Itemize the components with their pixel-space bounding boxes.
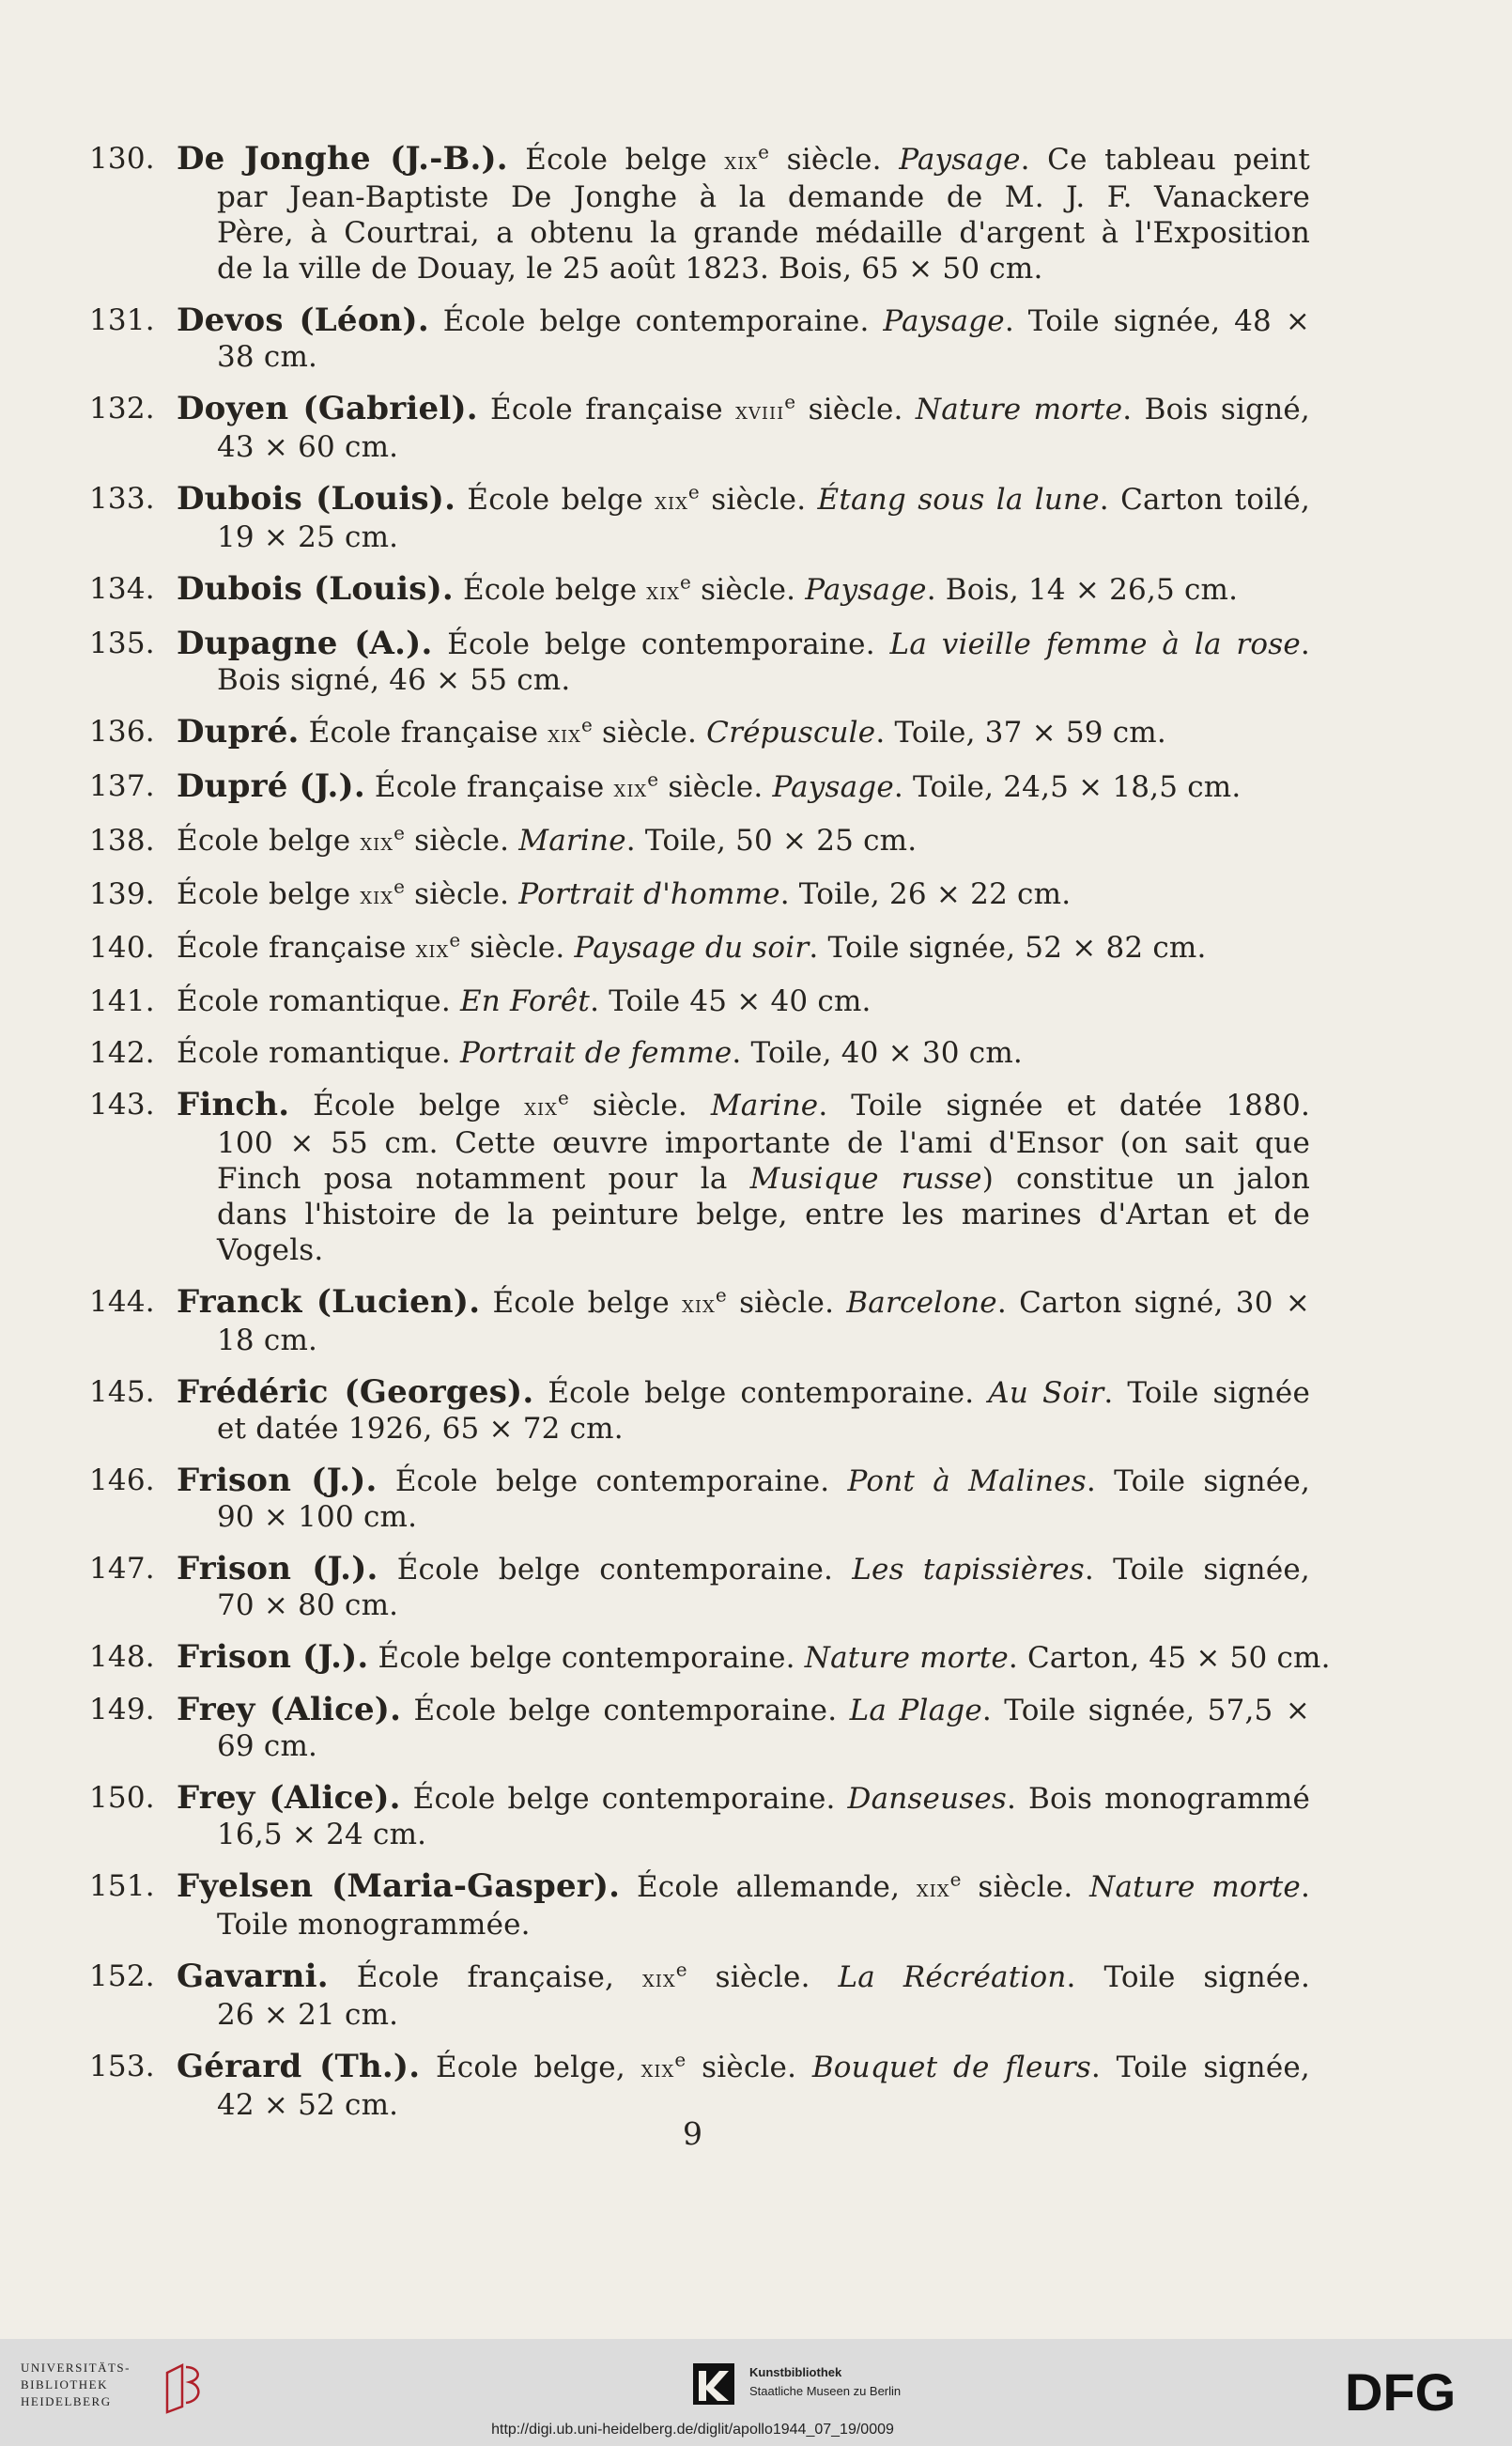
- catalogue-entry: [89, 141, 1310, 286]
- catalogue-entry: [89, 1087, 1310, 1268]
- catalogue-entry: [89, 1868, 1310, 1943]
- entry-line: [177, 215, 1310, 251]
- artwork-title: Paysage: [883, 304, 1005, 338]
- entry-line: [177, 339, 1310, 375]
- artist-name: Dubois (Louis).: [177, 480, 456, 518]
- century-suffix: e: [758, 140, 770, 163]
- artwork-title: Paysage: [772, 770, 894, 804]
- artist-name: Dupré.: [177, 713, 300, 751]
- artist-name: Dupré (J.).: [177, 767, 365, 805]
- entry-text: . Toile signée et datée 1880.: [818, 1089, 1310, 1122]
- entry-number: 139.: [89, 877, 155, 911]
- entry-line: [177, 1499, 1310, 1535]
- entry-text: . Carton toilé,: [1099, 483, 1311, 517]
- catalogue-entry: [89, 1958, 1310, 2033]
- artwork-title: Les tapissières: [852, 1553, 1085, 1587]
- entry-line: [177, 1958, 1310, 1997]
- entry-text: siècle.: [405, 824, 519, 858]
- entry-text: 26 × 21 cm.: [217, 1998, 399, 2032]
- entry-line: [177, 876, 1310, 914]
- entry-number: 133.: [89, 482, 155, 516]
- entry-text: et datée 1926, 65 × 72 cm.: [217, 1412, 624, 1446]
- entry-text: . Toile signée,: [1090, 2051, 1310, 2084]
- entry-line: [177, 141, 1310, 179]
- entry-line: [177, 823, 1310, 860]
- entry-text: École allemande,: [620, 1870, 917, 1904]
- entry-text: .: [1300, 1870, 1311, 1904]
- entry-line: [177, 391, 1310, 429]
- century-suffix: e: [715, 1283, 727, 1307]
- entry-text: . Toile signée, 48 ×: [1004, 304, 1310, 338]
- entry-text: École belge: [455, 483, 656, 517]
- century-suffix: e: [580, 713, 593, 736]
- entry-line: [177, 1692, 1310, 1728]
- entry-line: [177, 251, 1310, 286]
- entry-text: siècle.: [795, 393, 916, 426]
- artwork-title: Paysage: [899, 143, 1021, 177]
- century-numeral: xix: [360, 828, 394, 856]
- century-numeral: xix: [724, 147, 759, 175]
- entry-text: . Toile signée, 57,5 ×: [981, 1694, 1310, 1727]
- entry-number: 151.: [89, 1869, 155, 1903]
- entry-text: École belge contemporaine.: [400, 1782, 848, 1816]
- catalogue-entry: [89, 1638, 1331, 1676]
- catalogue-entry: [89, 1374, 1310, 1447]
- catalogue-entry: [89, 930, 1310, 968]
- artwork-title: La vieille femme à la rose: [889, 627, 1301, 661]
- kunstbibliothek-name: Kunstbibliothek Staatliche Museen zu Berlin: [749, 2365, 902, 2398]
- entry-number: 132.: [89, 392, 155, 426]
- entry-line: [177, 768, 1310, 807]
- entry-line: [177, 1125, 1310, 1161]
- entry-line: [177, 519, 1310, 555]
- entry-number: 136.: [89, 715, 155, 749]
- entry-text: ) constitue un jalon: [981, 1162, 1310, 1196]
- entry-line: [177, 626, 1310, 662]
- entry-text: 90 × 100 cm.: [217, 1500, 418, 1534]
- century-suffix: e: [393, 875, 406, 898]
- entry-line: [177, 1638, 1331, 1676]
- entry-text: 69 cm.: [217, 1729, 318, 1763]
- entry-text: siècle.: [687, 1960, 839, 1994]
- catalogue-entry: [89, 626, 1310, 698]
- entry-line: [177, 1284, 1310, 1323]
- entry-text: Bois signé, 46 × 55 cm.: [217, 663, 571, 697]
- artwork-title: Danseuses: [847, 1782, 1008, 1816]
- entry-number: 142.: [89, 1036, 155, 1070]
- entry-text: École belge: [289, 1089, 525, 1122]
- catalogue-entry: [89, 571, 1310, 610]
- artwork-title: Nature morte: [915, 393, 1123, 426]
- entry-line: [177, 1817, 1310, 1852]
- entry-line: [177, 983, 1310, 1019]
- footer-bar: [0, 2339, 1512, 2446]
- entry-line: [177, 1087, 1310, 1125]
- catalogue-entry: [89, 2049, 1310, 2123]
- catalogue-entry: [89, 302, 1310, 375]
- entry-text: École romantique.: [177, 984, 460, 1018]
- entry-text: École belge: [177, 877, 361, 911]
- dfg-logo-text: DFG: [1345, 2367, 1457, 2418]
- entry-text: École belge: [480, 1286, 683, 1320]
- entry-line: [177, 481, 1310, 519]
- entry-text: . Toile signée,: [1086, 1464, 1310, 1498]
- entry-line: [177, 930, 1310, 968]
- century-numeral: xviii: [735, 397, 785, 425]
- artwork-title: Paysage: [805, 573, 927, 607]
- artwork-title: En Forêt: [459, 984, 591, 1018]
- entry-line: [177, 2049, 1310, 2087]
- entry-line: [177, 302, 1310, 339]
- catalogue-entry: [89, 768, 1310, 807]
- artist-name: Frison (J.).: [177, 1550, 378, 1587]
- entry-text: . Toile signée, 52 × 82 cm.: [809, 931, 1207, 965]
- century-numeral: xix: [524, 1093, 558, 1121]
- entry-text: siècle.: [405, 877, 519, 911]
- entry-text: École française,: [328, 1960, 642, 1994]
- artist-name: Doyen (Gabriel).: [177, 390, 478, 427]
- century-suffix: e: [675, 1958, 687, 1981]
- entry-text: École romantique.: [177, 1036, 460, 1070]
- artist-name: Frey (Alice).: [177, 1779, 401, 1817]
- century-numeral: xix: [548, 720, 581, 748]
- catalogue-entry: [89, 1692, 1310, 1764]
- entry-text: École belge contemporaine.: [432, 627, 890, 661]
- entry-text: . Ce tableau peint: [1020, 143, 1310, 177]
- entry-text: École belge contemporaine.: [378, 1553, 853, 1587]
- entry-number: 137.: [89, 769, 155, 803]
- artwork-title: Paysage du soir: [574, 931, 810, 965]
- entry-text: siècle.: [593, 716, 707, 750]
- entry-text: École belge contemporaine.: [533, 1376, 989, 1410]
- entry-text: . Bois signé,: [1122, 393, 1310, 426]
- entry-text: École belge contemporaine.: [401, 1694, 850, 1727]
- entry-line: [177, 1587, 1310, 1623]
- artist-name: De Jonghe (J.-B.).: [177, 140, 508, 178]
- entry-text: siècle.: [769, 143, 900, 177]
- entry-text: siècle.: [699, 483, 818, 517]
- century-numeral: xix: [682, 1291, 716, 1318]
- entry-line: [177, 1907, 1310, 1943]
- entry-line: [177, 1197, 1310, 1232]
- entry-number: 146.: [89, 1463, 155, 1497]
- entry-text: Vogels.: [217, 1233, 324, 1267]
- artist-name: Fyelsen (Maria-Gasper).: [177, 1867, 621, 1905]
- century-suffix: e: [647, 767, 659, 791]
- artwork-title: La Plage: [849, 1694, 982, 1727]
- entry-line: [177, 1463, 1310, 1499]
- entry-text: . Toile, 37 × 59 cm.: [875, 716, 1166, 750]
- entry-text: École belge contemporaine.: [377, 1464, 848, 1498]
- entry-text: . Toile, 40 × 30 cm.: [732, 1036, 1023, 1070]
- entry-text: siècle.: [961, 1870, 1090, 1904]
- catalogue-entry: [89, 983, 1310, 1019]
- entry-text: . Toile signée: [1103, 1376, 1310, 1410]
- entry-line: [177, 179, 1310, 215]
- century-numeral: xix: [655, 488, 688, 515]
- entry-text: École française: [299, 716, 548, 750]
- entry-line: [177, 1780, 1310, 1817]
- century-suffix: e: [674, 2048, 687, 2071]
- entry-line: [177, 1411, 1310, 1447]
- artwork-title: Portrait d'homme: [518, 877, 780, 911]
- entry-text: dans l'histoire de la peinture belge, entre les marines d'Artan et de: [217, 1198, 1310, 1231]
- artist-name: Gavarni.: [177, 1958, 329, 1995]
- century-suffix: e: [557, 1086, 569, 1109]
- artwork-title: Musique russe: [749, 1162, 982, 1196]
- entry-text: siècle.: [691, 573, 806, 607]
- entry-line: [177, 1035, 1310, 1071]
- century-suffix: e: [784, 390, 796, 413]
- century-numeral: xix: [640, 2055, 675, 2082]
- entry-text: École belge,: [420, 2051, 641, 2084]
- entry-line: [177, 1374, 1310, 1411]
- entry-text: siècle.: [568, 1089, 711, 1122]
- page-number: 9: [683, 2115, 702, 2152]
- century-numeral: xix: [415, 936, 450, 963]
- entry-text: Toile monogrammée.: [217, 1908, 531, 1942]
- entry-text: . Toile, 26 × 22 cm.: [779, 877, 1072, 911]
- entry-number: 150.: [89, 1781, 155, 1815]
- entry-number: 135.: [89, 627, 155, 660]
- artwork-title: Marine: [518, 824, 626, 858]
- entry-text: . Toile signée,: [1084, 1553, 1310, 1587]
- artist-name: Devos (Léon).: [177, 302, 429, 339]
- entry-text: 42 × 52 cm.: [217, 2088, 399, 2122]
- entry-line: [177, 1551, 1310, 1587]
- artwork-title: Nature morte: [1089, 1870, 1301, 1904]
- entry-line: [177, 1868, 1310, 1907]
- entry-text: 19 × 25 cm.: [217, 520, 399, 554]
- entry-number: 145.: [89, 1375, 155, 1409]
- entry-number: 141.: [89, 984, 155, 1018]
- entry-line: [177, 714, 1310, 752]
- entry-text: 38 cm.: [217, 340, 318, 374]
- catalogue-entry: [89, 714, 1310, 752]
- catalogue-entry: [89, 1463, 1310, 1535]
- artwork-title: Nature morte: [804, 1641, 1009, 1675]
- entry-text: 70 × 80 cm.: [217, 1588, 399, 1622]
- entry-text: École française: [477, 393, 736, 426]
- artwork-title: Barcelone: [846, 1286, 997, 1320]
- entry-text: École belge: [507, 143, 725, 177]
- century-suffix: e: [449, 928, 461, 952]
- century-suffix: e: [687, 480, 700, 503]
- entry-number: 149.: [89, 1693, 155, 1726]
- artwork-title: Étang sous la lune: [817, 483, 1100, 517]
- artist-name: Frédéric (Georges).: [177, 1373, 534, 1411]
- artwork-title: Au Soir: [988, 1376, 1104, 1410]
- source-url[interactable]: http://digi.ub.uni-heidelberg.de/diglit/apollo1944_07_19/0009: [491, 2422, 894, 2438]
- university-library-brand[interactable]: [21, 2360, 131, 2410]
- century-suffix: e: [949, 1867, 962, 1891]
- artist-name: Frey (Alice).: [177, 1691, 402, 1728]
- entry-text: . Toile signée.: [1066, 1960, 1311, 1994]
- entry-text: 43 × 60 cm.: [217, 430, 399, 464]
- artist-name: Frison (J.).: [177, 1462, 378, 1499]
- entry-number: 143.: [89, 1088, 155, 1122]
- entry-number: 152.: [89, 1959, 155, 1993]
- century-numeral: xix: [641, 1965, 676, 1992]
- artist-name: Finch.: [177, 1086, 290, 1123]
- entry-line: [177, 571, 1310, 610]
- entry-text: . Carton, 45 × 50 cm.: [1008, 1641, 1331, 1675]
- entry-number: 148.: [89, 1640, 155, 1674]
- entry-text: par Jean-Baptiste De Jonghe à la demande de M. J. F. Vanackere: [217, 180, 1310, 214]
- entry-text: . Carton signé, 30 ×: [996, 1286, 1311, 1320]
- entry-text: . Bois monogrammé: [1007, 1782, 1310, 1816]
- entry-number: 140.: [89, 931, 155, 965]
- entry-line: [177, 1728, 1310, 1764]
- entry-text: siècle.: [460, 931, 575, 965]
- entry-line: [177, 1161, 1310, 1197]
- entry-text: École belge contemporaine.: [368, 1641, 805, 1675]
- catalogue-entry: [89, 1551, 1310, 1623]
- catalogue-entry: [89, 876, 1310, 914]
- catalogue-entry: [89, 481, 1310, 555]
- century-suffix: e: [680, 570, 692, 594]
- entry-text: École belge: [453, 573, 647, 607]
- entry-text: . Toile, 50 × 25 cm.: [625, 824, 918, 858]
- entry-text: Père, à Courtrai, a obtenu la grande médaille d'argent à l'Exposition: [217, 216, 1310, 250]
- century-numeral: xix: [916, 1875, 950, 1902]
- entry-text: siècle.: [686, 2051, 812, 2084]
- catalogue-entry: [89, 1284, 1310, 1358]
- entry-text: .: [1300, 627, 1310, 661]
- entry-number: 153.: [89, 2050, 155, 2083]
- university-library-logo-icon: [162, 2360, 207, 2416]
- century-suffix: e: [393, 821, 406, 844]
- artwork-title: Pont à Malines: [847, 1464, 1087, 1498]
- entry-text: siècle.: [658, 770, 773, 804]
- entry-text: 18 cm.: [217, 1324, 318, 1357]
- entry-text: École belge: [177, 824, 361, 858]
- catalogue-entries: [89, 140, 1331, 2139]
- entry-line: [177, 1323, 1310, 1358]
- artwork-title: Marine: [710, 1089, 819, 1122]
- artist-name: Dupagne (A.).: [177, 625, 433, 662]
- entry-line: [177, 662, 1310, 698]
- dfg-logo[interactable]: [1345, 2367, 1486, 2418]
- artwork-title: Crépuscule: [706, 716, 876, 750]
- entry-text: . Bois, 14 × 26,5 cm.: [926, 573, 1239, 607]
- artwork-title: Bouquet de fleurs: [811, 2051, 1091, 2084]
- entry-number: 131.: [89, 303, 155, 337]
- entry-text: siècle.: [726, 1286, 847, 1320]
- entry-number: 134.: [89, 572, 155, 606]
- catalogue-entry: [89, 823, 1310, 860]
- entry-number: 130.: [89, 142, 155, 176]
- artist-name: Dubois (Louis).: [177, 570, 454, 608]
- century-numeral: xix: [613, 775, 648, 802]
- entry-text: 100 × 55 cm. Cette œuvre importante de l'ami d'Ensor (on sait que: [217, 1126, 1310, 1160]
- entry-line: [177, 1997, 1310, 2033]
- entry-line: [177, 1232, 1310, 1268]
- century-numeral: xix: [360, 882, 394, 909]
- entry-number: 138.: [89, 824, 155, 858]
- entry-text: École française: [364, 770, 614, 804]
- university-library-name: UNIVERSITÄTS- BIBLIOTHEK HEIDELBERG: [21, 2361, 131, 2408]
- entry-line: [177, 429, 1310, 465]
- entry-text: École française: [177, 931, 416, 965]
- entry-text: de la ville de Douay, le 25 août 1823. Bois, 65 × 50 cm.: [217, 252, 1043, 286]
- kunstbibliothek-logo-icon: [691, 2361, 736, 2407]
- artist-name: Frison (J.).: [177, 1638, 369, 1676]
- century-numeral: xix: [646, 578, 681, 605]
- entry-text: École belge contemporaine.: [428, 304, 884, 338]
- artwork-title: Portrait de femme: [459, 1036, 733, 1070]
- artist-name: Franck (Lucien).: [177, 1283, 481, 1321]
- entry-number: 147.: [89, 1552, 155, 1586]
- entry-number: 144.: [89, 1285, 155, 1319]
- artist-name: Gérard (Th.).: [177, 2048, 421, 2085]
- catalogue-entry: [89, 391, 1310, 465]
- catalogue-entry: [89, 1035, 1310, 1071]
- catalogue-entry: [89, 1780, 1310, 1852]
- artwork-title: La Récréation: [838, 1960, 1067, 1994]
- entry-text: 16,5 × 24 cm.: [217, 1818, 427, 1851]
- entry-text: Finch posa notamment pour la: [217, 1162, 750, 1196]
- entry-text: . Toile, 24,5 × 18,5 cm.: [893, 770, 1242, 804]
- entry-text: . Toile 45 × 40 cm.: [590, 984, 872, 1018]
